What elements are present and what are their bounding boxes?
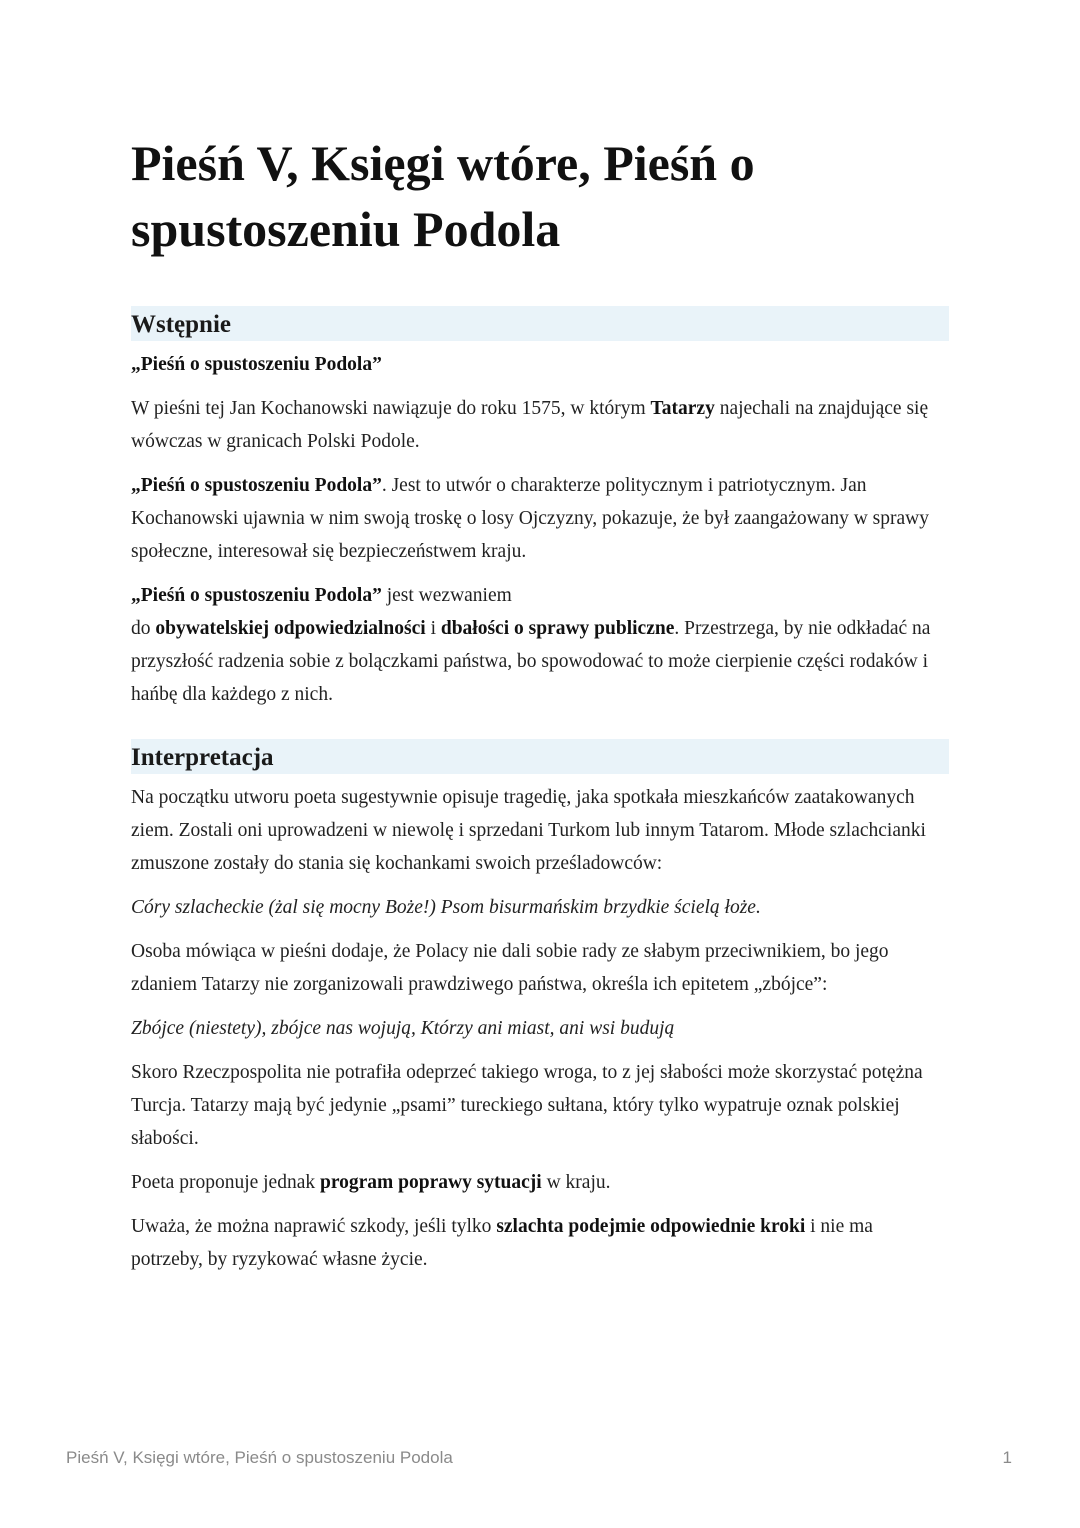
paragraph: Na początku utworu poeta sugestywnie opisuje tragedię, jaka spotkała mieszkańców zaatakowanych ziem. Zostali oni uprowadzeni w niewolę i sprzedani Turkom lub innym Tatarom. Młode szlachcianki zmuszone zostały do stania się kochankami swoich prześladowców: — [131, 787, 926, 874]
paragraph: Skoro Rzeczpospolita nie potrafiła odeprzeć takiego wroga, to z jej słabości może skorzystać potężna Turcja. Tatarzy mają być jedynie „psami” tureckiego sułtana, który tylko wypatruje oznak polskiej słabości. — [131, 1062, 923, 1149]
quote: Córy szlacheckie (żal się mocny Boże!) Psom bisurmańskim brzydkie ścielą łoże. — [131, 897, 761, 918]
bold-text: Tatarzy — [650, 398, 715, 419]
quote: Zbójce (niestety), zbójce nas wojują, Którzy ani miast, ani wsi budują — [131, 1018, 675, 1039]
paragraph: Poeta proponuje jednak program poprawy sytuacji w kraju. — [131, 1172, 611, 1193]
bold-text: obywatelskiej odpowiedzialności — [155, 618, 426, 639]
paragraph: Osoba mówiąca w pieśni dodaje, że Polacy nie dali sobie rady ze słabym przeciwnikiem, bo jego zdaniem Tatarzy nie zorganizowali prawdziwego państwa, określa ich epitetem „zbójce”: — [131, 941, 889, 995]
bold-text: „Pieśń o spustoszeniu Podola” — [131, 585, 382, 606]
bold-text: szlachta podejmie odpowiednie kroki — [496, 1216, 806, 1237]
document-page — [131, 130, 949, 1276]
paragraph: „Pieśń o spustoszeniu Podola” jest wezwaniem do obywatelskiej odpowiedzialności i dbałości o sprawy publiczne. Przestrzega, by nie odkładać na przyszłość radzenia sobie z bolączkami państwa, bo spowodować to może cierpienie części rodaków i hańbę dla każdego z nich. — [131, 585, 931, 705]
section-heading-interpretacja: Interpretacja — [131, 739, 949, 774]
page-footer — [66, 1448, 1012, 1468]
bold-text: dbałości o sprawy publiczne — [440, 618, 675, 639]
paragraph: W pieśni tej Jan Kochanowski nawiązuje do roku 1575, w którym Tatarzy najechali na znajdujące się wówczas w granicach Polski Podole. — [131, 398, 929, 452]
page-number: 1 — [1002, 1448, 1012, 1467]
bold-text: „Pieśń o spustoszeniu Podola” — [131, 475, 382, 496]
page-title: Pieśń V, Księgi wtóre, Pieśń o spustoszeniu Podola — [131, 135, 755, 257]
section-heading-wstepnie: Wstępnie — [131, 306, 949, 341]
bold-text: program poprawy sytuacji — [320, 1172, 542, 1193]
paragraph: „Pieśń o spustoszeniu Podola”. Jest to utwór o charakterze politycznym i patriotycznym. Jan Kochanowski ujawnia w nim swoją troskę o losy Ojczyzny, pokazuje, że był zaangażowany w sprawy społeczne, interesował się bezpieczeństwem kraju. — [131, 475, 930, 562]
paragraph: Uważa, że można naprawić szkody, jeśli tylko szlachta podejmie odpowiednie kroki i nie ma potrzeby, by ryzykować własne życie. — [131, 1216, 873, 1270]
paragraph — [131, 348, 949, 381]
footer-title: Pieśń V, Księgi wtóre, Pieśń o spustoszeniu Podola — [66, 1448, 453, 1467]
bold-text: „Pieśń o spustoszeniu Podola” — [131, 354, 382, 375]
